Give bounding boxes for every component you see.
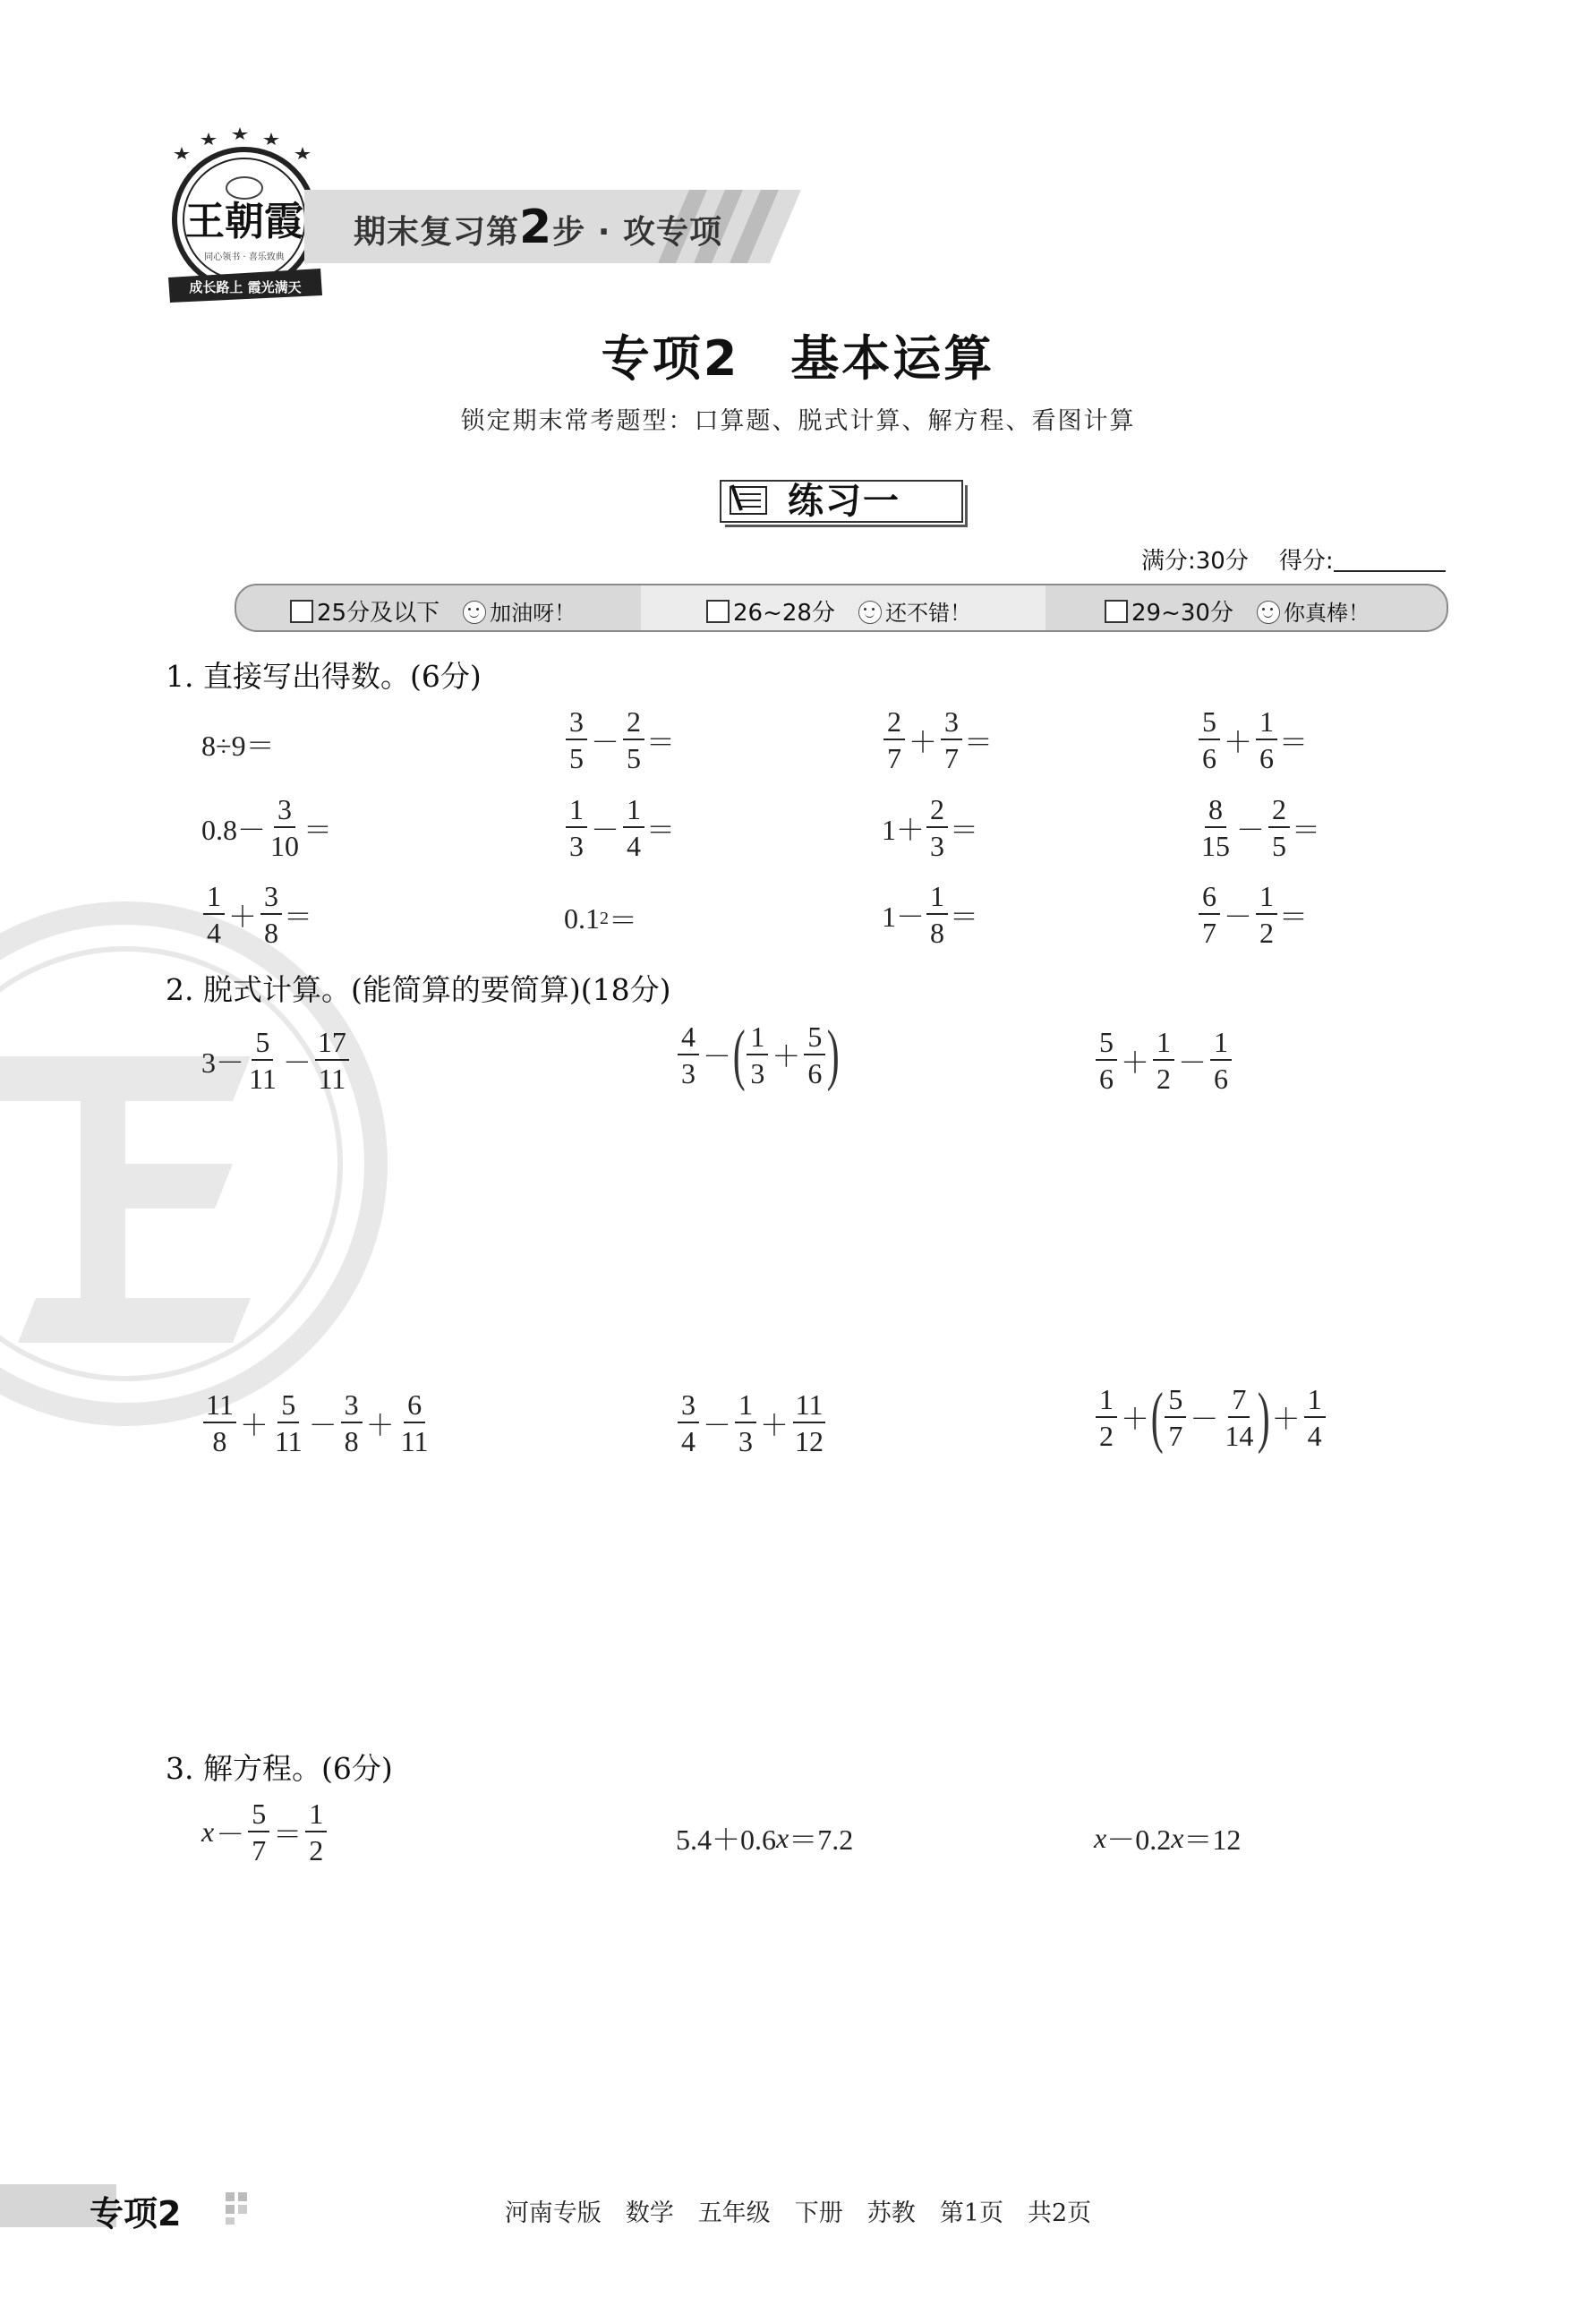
numerator: 1: [1096, 1385, 1117, 1418]
q2-expr-2: [676, 1017, 840, 1092]
numerator: 5: [248, 1799, 269, 1832]
banner-suffix: 步 · 攻专项: [552, 214, 722, 251]
numerator: 2: [1268, 795, 1290, 828]
numerator: 17: [315, 1028, 349, 1061]
page-title: 专项2 基本运算: [601, 330, 995, 387]
denominator: 5: [569, 742, 584, 774]
left-paren: (: [732, 1017, 746, 1092]
face-icon: [463, 601, 486, 624]
numerator: 8: [1205, 795, 1226, 828]
operator: ＋: [365, 1408, 395, 1441]
equals: ＝: [1279, 725, 1309, 758]
operator: ＋: [760, 1408, 789, 1441]
numerator: 1: [735, 1390, 756, 1423]
denominator: 3: [569, 830, 584, 862]
q2-expr-6: [1094, 1379, 1327, 1455]
numerator: 1: [926, 882, 948, 915]
operator: ＋: [1121, 1403, 1150, 1435]
grade-checkbox-2[interactable]: [706, 600, 730, 623]
q1-item-7: [882, 795, 978, 860]
numerator: 5: [277, 1390, 299, 1423]
grade-comment-2: 还不错！: [884, 601, 971, 626]
numerator: 3: [274, 795, 295, 828]
numerator: 6: [1199, 882, 1220, 915]
got-score-label: 得分:: [1278, 548, 1334, 575]
numerator: 3: [566, 707, 587, 740]
operator: －: [1236, 813, 1266, 846]
denominator: 2: [309, 1834, 324, 1866]
q1-item-1: [201, 723, 275, 764]
svg-text:成长路上 霞光满天: 成长路上 霞光满天: [189, 279, 302, 295]
score-line: [1141, 542, 1446, 576]
numerator: 1: [1210, 1028, 1232, 1061]
numerator: 3: [678, 1390, 699, 1423]
q1-item-5: [201, 795, 332, 860]
left-paren: (: [1150, 1379, 1164, 1455]
numerator: 1: [1256, 882, 1277, 915]
numerator: 3: [341, 1390, 363, 1423]
denominator: 8: [344, 1425, 359, 1457]
face-icon: [858, 601, 882, 624]
q1-item-3: [882, 707, 993, 773]
q2-expr-5: [676, 1390, 828, 1456]
numerator: 3: [941, 707, 962, 740]
denominator: 3: [750, 1056, 765, 1089]
mid-text: －0.2: [1106, 1823, 1172, 1856]
grade-comment-1: 加油呀！: [490, 601, 576, 626]
grade-item-2: [706, 594, 971, 628]
equals: ＝: [609, 904, 638, 936]
numerator: 1: [747, 1022, 768, 1055]
tail-text: ＝7.2: [789, 1823, 854, 1856]
variable: x: [1171, 1821, 1184, 1854]
denominator: 11: [400, 1425, 429, 1457]
denominator: 4: [627, 830, 642, 862]
operator: －: [1190, 1403, 1219, 1435]
denominator: 6: [807, 1056, 823, 1089]
base: 0.1: [564, 901, 600, 935]
variable: x: [201, 1815, 215, 1848]
equals: ＝: [1292, 813, 1321, 846]
operator: －: [591, 813, 620, 846]
svg-text:同心领书 · 喜乐致典: 同心领书 · 喜乐致典: [204, 252, 285, 262]
q1-item-2: [564, 707, 675, 773]
exponent: 2: [600, 908, 609, 928]
equals: ＝: [950, 813, 979, 846]
operator: ＋: [228, 900, 258, 933]
grade-item-1: [290, 594, 576, 628]
numerator: 2: [623, 707, 644, 740]
q3-eq-3: [1094, 1817, 1241, 1858]
grade-bar: [235, 584, 1448, 632]
q1-item-6: [564, 795, 675, 860]
grade-item-3: [1105, 594, 1370, 628]
numerator: 5: [1165, 1385, 1186, 1418]
score-blank[interactable]: [1334, 570, 1446, 572]
exercise-label: 练习一: [788, 481, 900, 522]
lead-text: 0.8－: [201, 813, 267, 846]
numerator: 5: [804, 1022, 825, 1055]
q2-expr-4: [201, 1390, 432, 1456]
banner-prefix: 期末复习第: [354, 214, 520, 251]
q1-item-1-text: 8÷9＝: [201, 730, 275, 762]
numerator: 2: [926, 795, 948, 828]
denominator: 7: [1168, 1419, 1183, 1452]
numerator: 1: [623, 795, 644, 828]
numerator: 11: [793, 1390, 826, 1423]
face-icon: [1257, 601, 1280, 624]
denominator: 7: [252, 1834, 267, 1866]
tail-text: ＝12: [1183, 1823, 1242, 1856]
numerator: 1: [1256, 707, 1277, 740]
denominator: 7: [1202, 917, 1216, 949]
grade-checkbox-3[interactable]: [1105, 600, 1128, 623]
operator: ＋: [1271, 1403, 1301, 1435]
numerator: 5: [1199, 707, 1220, 740]
denominator: 10: [270, 830, 300, 862]
footer-info: 河南专版 数学 五年级 下册 苏教 第1页 共2页: [504, 2199, 1092, 2227]
denominator: 5: [1272, 830, 1287, 862]
q2-expr-1: [201, 1028, 351, 1093]
equals: ＝: [646, 725, 676, 758]
denominator: 3: [930, 830, 945, 862]
numerator: 4: [678, 1022, 699, 1055]
q2-expr-3: [1094, 1028, 1233, 1093]
denominator: 3: [738, 1425, 754, 1457]
denominator: 6: [1259, 742, 1275, 774]
operator: －: [216, 1817, 245, 1850]
question-2-title: 2. 脱式计算。(能简算的要简算)(18分): [166, 972, 671, 1007]
numerator: 1: [305, 1799, 327, 1832]
grade-range-1: 25分及以下: [317, 600, 440, 627]
numerator: 2: [883, 707, 905, 740]
operator: －: [282, 1046, 312, 1079]
numerator: 5: [252, 1028, 273, 1061]
q3-eq-1: [201, 1799, 329, 1865]
q3-eq-2: [676, 1817, 853, 1858]
operator: －: [591, 725, 620, 758]
banner-step: 2: [519, 201, 553, 254]
q1-item-8: [1197, 795, 1320, 860]
question-3-title: 3. 解方程。(6分): [166, 1751, 393, 1786]
equals: ＝: [646, 813, 676, 846]
denominator: 5: [627, 742, 642, 774]
denominator: 15: [1201, 830, 1230, 862]
denominator: 6: [1099, 1063, 1114, 1095]
denominator: 14: [1225, 1419, 1254, 1452]
denominator: 4: [207, 917, 221, 949]
denominator: 7: [944, 742, 960, 774]
equals: ＝: [1279, 900, 1309, 933]
grade-comment-3: 你真棒！: [1283, 601, 1370, 626]
notebook-pen-icon: [727, 483, 772, 517]
equals: ＝: [273, 1817, 303, 1850]
denominator: 7: [887, 742, 901, 774]
denominator: 2: [1259, 917, 1275, 949]
numerator: 11: [203, 1390, 236, 1423]
operator: －: [1178, 1046, 1208, 1079]
operator: －: [1224, 900, 1253, 933]
variable: x: [776, 1821, 789, 1854]
denominator: 11: [318, 1063, 346, 1095]
operator: －: [703, 1040, 732, 1072]
numerator: 5: [1096, 1028, 1117, 1061]
q1-item-9: [201, 882, 312, 947]
denominator: 2: [1099, 1419, 1114, 1452]
denominator: 8: [264, 917, 279, 949]
banner-text: [354, 201, 722, 254]
operator: ＋: [1224, 725, 1253, 758]
numerator: 1: [203, 882, 225, 915]
operator: ＋: [239, 1408, 269, 1441]
q1-item-4: [1197, 707, 1308, 773]
numerator: 7: [1228, 1385, 1250, 1418]
q1-item-11: [882, 882, 978, 947]
numerator: 3: [260, 882, 282, 915]
operator: ＋: [1121, 1046, 1150, 1079]
operator: ＋: [772, 1040, 801, 1072]
denominator: 4: [681, 1425, 696, 1457]
grade-checkbox-1[interactable]: [290, 600, 313, 623]
equals: ＝: [964, 725, 994, 758]
full-score: 满分:30分: [1141, 548, 1249, 575]
lead-text: 5.4＋0.6: [676, 1823, 777, 1856]
denominator: 4: [1307, 1419, 1322, 1452]
numerator: 1: [566, 795, 587, 828]
denominator: 6: [1214, 1063, 1229, 1095]
denominator: 8: [212, 1425, 227, 1457]
denominator: 12: [795, 1425, 824, 1457]
lead-text: 1－: [882, 900, 926, 933]
lead-text: 3－: [201, 1046, 245, 1079]
q1-item-10: [564, 898, 637, 939]
footer-section-tag: 专项2: [90, 2194, 182, 2233]
grade-range-2: 26~28分: [733, 600, 835, 627]
operator: ＋: [909, 725, 938, 758]
operator: －: [308, 1408, 337, 1441]
grade-range-3: 29~30分: [1131, 600, 1233, 627]
numerator: 6: [404, 1390, 425, 1423]
denominator: 2: [1156, 1063, 1172, 1095]
denominator: 3: [681, 1056, 696, 1089]
denominator: 8: [930, 917, 945, 949]
equals: ＝: [284, 900, 313, 933]
q1-item-12: [1197, 882, 1308, 947]
svg-text:王朝霞: 王朝霞: [185, 199, 303, 244]
denominator: 11: [274, 1425, 303, 1457]
numerator: 1: [1304, 1385, 1326, 1418]
denominator: 11: [249, 1063, 277, 1095]
denominator: 6: [1202, 742, 1216, 774]
variable: x: [1094, 1821, 1107, 1854]
numerator: 1: [1153, 1028, 1174, 1061]
equals: ＝: [303, 813, 333, 846]
operator: －: [703, 1408, 732, 1441]
page-subtitle: 锁定期末常考题型：口算题、脱式计算、解方程、看图计算: [460, 407, 1136, 435]
question-1-title: 1. 直接写出得数。(6分): [166, 659, 482, 694]
equals: ＝: [950, 900, 979, 933]
lead-text: 1＋: [882, 813, 926, 846]
right-paren: ): [827, 1017, 840, 1092]
right-paren: ): [1258, 1379, 1270, 1455]
